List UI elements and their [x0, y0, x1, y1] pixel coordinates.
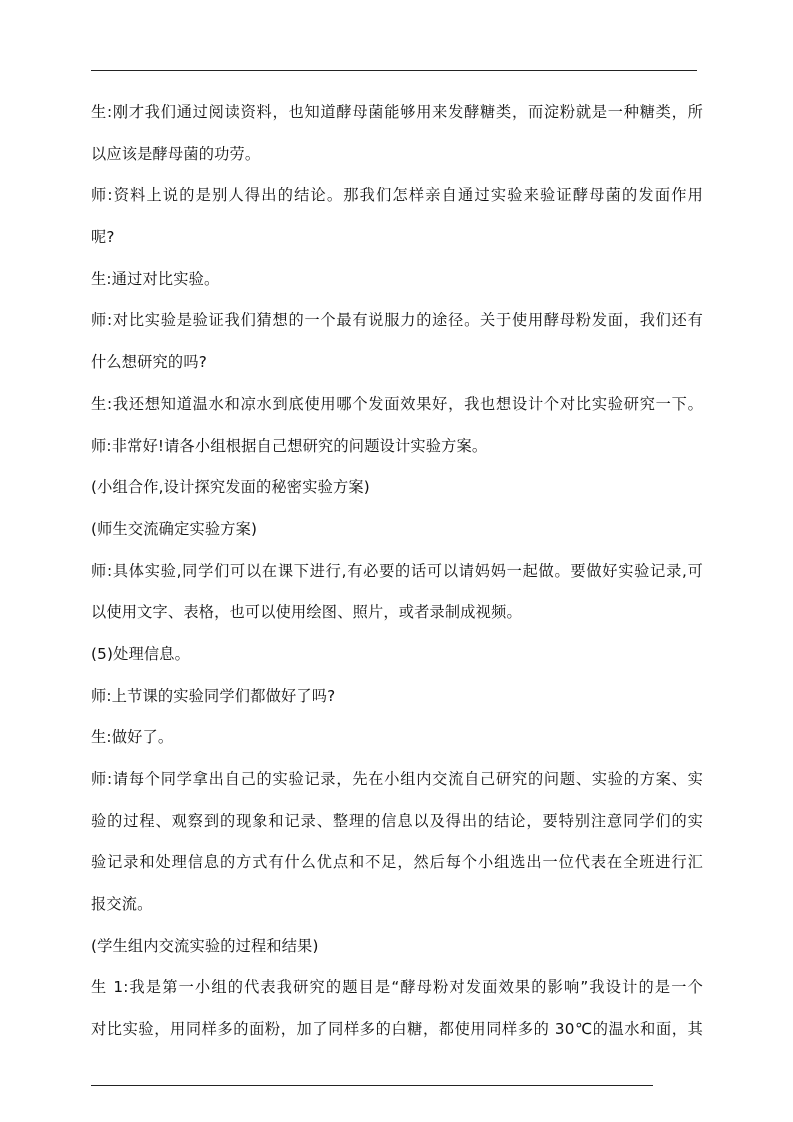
text-line: 以使用文字、表格，也可以使用绘图、照片，或者录制成视频。: [91, 603, 522, 622]
text-line: (5)处理信息。: [91, 644, 191, 663]
text-line: 验的过程、观察到的现象和记录、整理的信息以及得出的结论，要特别注意同学们的实: [91, 811, 703, 830]
text-line: 师:请每个同学拿出自己的实验记录，先在小组内交流自己研究的问题、实验的方案、实: [91, 770, 703, 788]
text-line: 师:对比实验是验证我们猜想的一个最有说服力的途径。关于使用酵母粉发面，我们还有: [91, 311, 703, 330]
text-line: 对比实验，用同样多的面粉，加了同样多的白糖，都使用同样多的 30℃的温水和面，其: [91, 1020, 703, 1039]
text-line: 验记录和处理信息的方式有什么优点和不足，然后每个小组选出一位代表在全班进行汇: [91, 853, 703, 872]
text-line: (学生组内交流实验的过程和结果): [91, 936, 319, 955]
text-line: 师:具体实验,同学们可以在课下进行,有必要的话可以请妈妈一起做。要做好实验记录,可: [91, 561, 703, 580]
text-line: 什么想研究的吗?: [91, 353, 207, 372]
header-rule: [91, 70, 697, 71]
text-line: 以应该是酵母菌的功劳。: [91, 144, 261, 163]
text-line: 师:非常好!请各小组根据自己想研究的问题设计实验方案。: [91, 436, 488, 455]
text-line: 生:我还想知道温水和凉水到底使用哪个发面效果好，我也想设计个对比实验研究一下。: [91, 394, 703, 413]
text-line: 生:刚才我们通过阅读资料，也知道酵母菌能够用来发酵糖类，而淀粉就是一种糖类，所: [91, 103, 703, 121]
text-line: (师生交流确定实验方案): [91, 519, 258, 538]
text-line: (小组合作,设计探究发面的秘密实验方案): [91, 478, 370, 497]
text-line: 生:通过对比实验。: [91, 269, 220, 288]
text-line: 报交流。: [91, 895, 153, 914]
text-line: 呢?: [91, 228, 115, 247]
text-line: 生:做好了。: [91, 728, 174, 747]
text-line: 生 1:我是第一小组的代表我研究的题目是“酵母粉对发面效果的影响”我设计的是一个: [91, 978, 703, 997]
footer-rule: [91, 1085, 653, 1086]
document-body: [91, 96, 703, 1055]
text-line: 师:上节课的实验同学们都做好了吗?: [91, 686, 336, 705]
text-line: 师:资料上说的是别人得出的结论。那我们怎样亲自通过实验来验证酵母菌的发面作用: [91, 186, 703, 205]
